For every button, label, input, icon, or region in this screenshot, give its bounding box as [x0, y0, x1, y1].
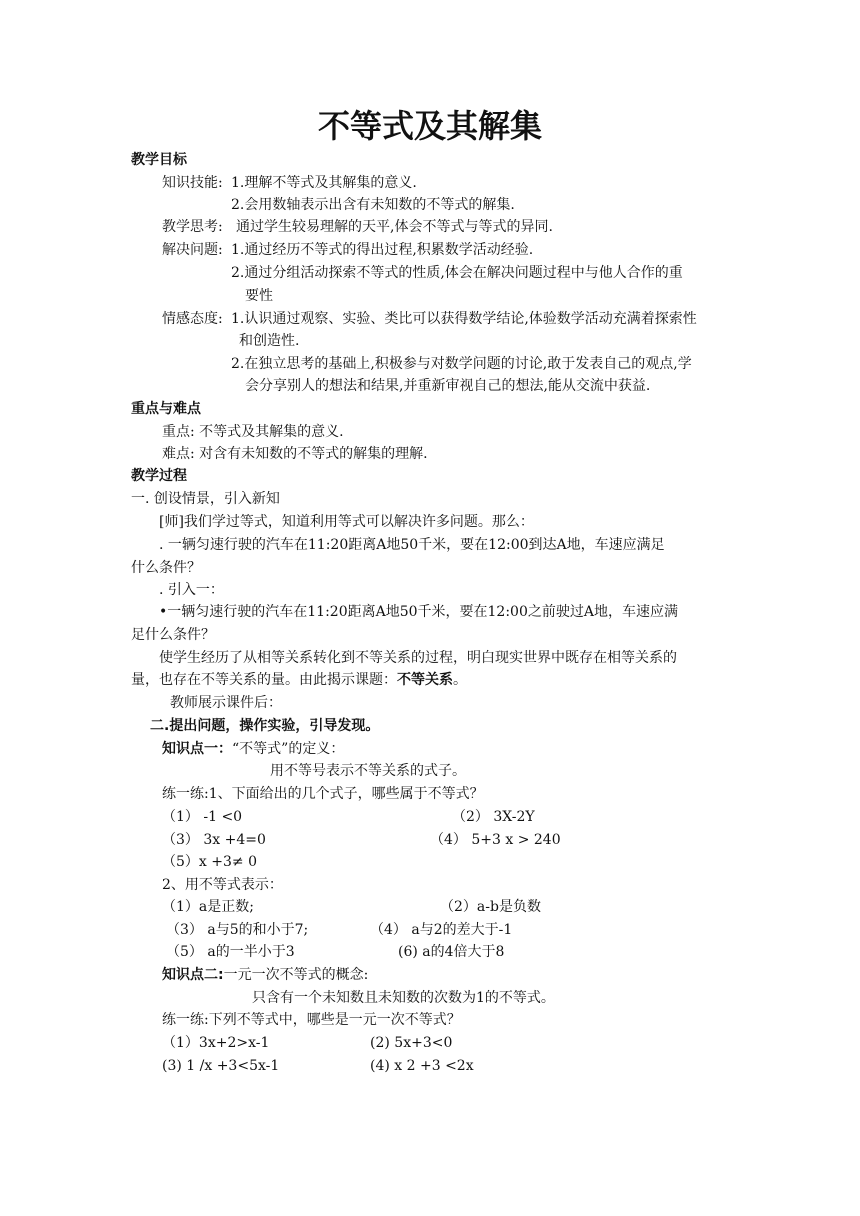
exercise-2-item-4: （4） a与2的差大于-1: [370, 922, 513, 938]
knowledge-item-1: 1.理解不等式及其解集的意义.: [231, 175, 417, 191]
paragraph-car-1-cont: 什么条件？: [131, 560, 201, 576]
summary-text: 量，也存在不等关系的量。由此揭示课题：: [131, 672, 397, 688]
kp1-definition: 用不等号表示不等关系的式子。: [270, 763, 466, 779]
key-point: 重点: 不等式及其解集的意义.: [162, 424, 344, 440]
exercise-1-item-5: （5）x +3≠ 0: [162, 854, 257, 870]
exercise-1-item-3: （3） 3x +4=0: [162, 832, 266, 848]
kp2-definition: 只含有一个未知数且未知数的次数为1的不等式。: [252, 990, 555, 1006]
paragraph-car-2-cont: 足什么条件？: [131, 627, 215, 643]
problem-item-1: 1.通过经历不等式的得出过程,积累数学活动经验.: [231, 242, 534, 258]
exercise-3-item-4: (4) x 2 +3 <2x: [370, 1058, 474, 1074]
exercise-2-item-2: （2）a-b是负数: [440, 899, 541, 915]
paragraph-courseware: 教师展示课件后：: [170, 695, 282, 711]
knowledge-item-2: 2.会用数轴表示出含有未知数的不等式的解集.: [231, 197, 515, 213]
exercise-3-item-1: （1）3x+2>x-1: [162, 1035, 270, 1051]
key-points-heading: 重点与难点: [131, 401, 201, 417]
knowledge-label: 知识技能:: [162, 175, 223, 191]
emotion-item-2: 2.在独立思考的基础上,积极参与对数学问题的讨论,敢于发表自己的观点,学: [231, 356, 692, 372]
exercise-3-prompt: 练一练:下列不等式中，哪些是一元一次不等式？: [162, 1012, 461, 1028]
emotion-item-1: 1.认识通过观察、实验、类比可以获得数学结论,体验数学活动充满着探索性: [231, 311, 697, 327]
emotion-label: 情感态度:: [162, 311, 223, 327]
exercise-1-item-1: （1） -1 <0: [162, 809, 243, 825]
paragraph-teacher: [师]我们学过等式，知道利用等式可以解决许多问题。那么：: [159, 514, 534, 530]
knowledge-point-2: [162, 965, 368, 985]
kp1-label: 知识点一：: [162, 741, 232, 757]
thinking-label: 教学思考:: [162, 219, 223, 235]
problem-item-2: 2.通过分组活动探索不等式的性质,体会在解决问题过程中与他人合作的重: [231, 265, 683, 281]
kp2-text: 一元一次不等式的概念:: [223, 967, 369, 983]
emotion-item-1-cont: 和创造性.: [239, 333, 300, 349]
paragraph-car-1: . 一辆匀速行驶的汽车在11:20距离A地50千米，要在12:00到达A地，车速应满足: [159, 537, 665, 553]
process-heading: 教学过程: [131, 468, 187, 484]
exercise-1-item-4: （4） 5+3 x > 240: [430, 832, 561, 848]
kp2-label: 知识点二:: [162, 967, 224, 983]
page-title: 不等式及其解集: [317, 107, 542, 145]
objectives-heading: 教学目标: [131, 152, 187, 168]
knowledge-point-1: [162, 739, 344, 759]
paragraph-car-2: •一辆匀速行驶的汽车在11:20距离A地50千米，要在12:00之前驶过A地，车速应满: [159, 604, 678, 620]
exercise-2-item-5: （5） a的一半小于3: [166, 944, 295, 960]
paragraph-summary-cont: [131, 670, 467, 690]
exercise-2-item-6: (6) a的4倍大于8: [398, 944, 505, 960]
exercise-3-item-2: (2) 5x+3<0: [370, 1035, 453, 1051]
difficult-point: 难点: 对含有未知数的不等式的解集的理解.: [162, 446, 428, 462]
paragraph-summary: 使学生经历了从相等关系转化到不等关系的过程，明白现实世界中既存在相等关系的: [159, 650, 677, 666]
exercise-2-prompt: 2、用不等式表示：: [162, 877, 283, 893]
emotion-item-2-cont: 会分享别人的想法和结果,并重新审视自己的想法,能从交流中获益.: [245, 378, 651, 394]
lesson-topic: 不等关系: [397, 672, 453, 688]
summary-end: 。: [453, 672, 467, 688]
section-2-title: 二.提出问题，操作实验，引导发现。: [150, 718, 380, 734]
thinking-item-1: 通过学生较易理解的天平,体会不等式与等式的异同.: [236, 219, 553, 235]
problem-item-2-cont: 要性: [245, 288, 273, 304]
exercise-3-item-3: (3) 1 /x +3<5x-1: [162, 1058, 280, 1074]
exercise-2-item-1: （1）a是正数;: [162, 899, 254, 915]
exercise-1-prompt: 练一练:1、下面给出的几个式子，哪些属于不等式？: [162, 786, 484, 802]
paragraph-intro: . 引入一：: [159, 582, 224, 598]
exercise-2-item-3: （3） a与5的和小于7;: [166, 922, 309, 938]
section-1-title: 一. 创设情景，引入新知: [131, 491, 280, 507]
problem-label: 解决问题:: [162, 242, 223, 258]
kp1-text: “不等式”的定义：: [232, 741, 345, 757]
exercise-1-item-2: （2） 3X-2Y: [452, 809, 535, 825]
